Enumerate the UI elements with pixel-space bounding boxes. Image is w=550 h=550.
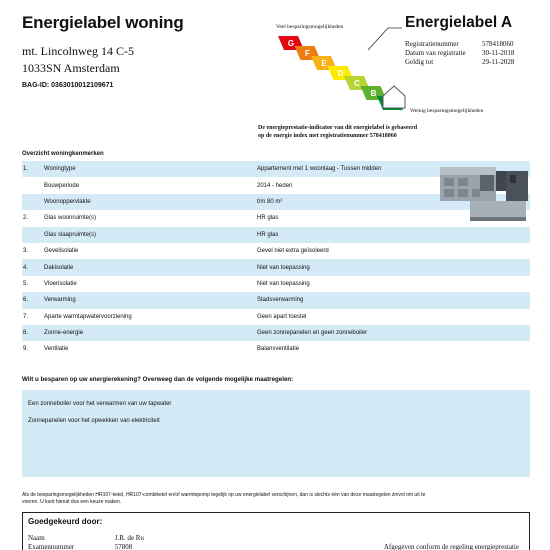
approver-name-label: Naam (28, 534, 45, 542)
row-value: HR glas (257, 215, 279, 222)
row-value: Geen zonnepanelen en geen zonneboiler (257, 330, 368, 337)
registration-label: Geldig tot (405, 58, 434, 66)
row-value: Gevel niet extra geïsoleerd (257, 248, 329, 255)
registration-label: Datum van registratie (405, 49, 466, 57)
measures-box (22, 390, 530, 477)
table-row (22, 227, 530, 243)
table-row (22, 276, 530, 292)
row-number: 7. (23, 313, 29, 320)
row-value: t/m 80 m² (257, 198, 283, 205)
row-value: Niet van toepassing (257, 280, 310, 287)
row-value: Geen apart toestel (257, 313, 307, 320)
table-row (22, 341, 530, 357)
row-number: 2. (23, 215, 29, 222)
row-label: Aparte warmtapwatervoorziening (44, 313, 132, 320)
label-top-caption: Veel besparingsmogelijkheden (276, 24, 344, 30)
registration-table (405, 40, 532, 67)
row-label: Gevelisolatie (44, 248, 79, 255)
energy-label-heading: Energielabel A (405, 14, 513, 31)
table-row (22, 243, 530, 259)
page-title: Energielabel woning (22, 13, 184, 32)
row-label: Woningtype (44, 166, 76, 173)
row-label: Dakisolatie (44, 264, 74, 271)
row-label: Glas slaapruimte(s) (44, 231, 97, 238)
approved-section (22, 512, 530, 550)
label-class-letter: C (354, 79, 360, 88)
row-value: Appartement met 1 woonlaag - Tussen midden (257, 166, 382, 173)
registration-value: 29-11-2028 (482, 58, 515, 66)
address-street: mt. Lincolnweg 14 C-5 (22, 44, 134, 58)
table-row (22, 325, 530, 341)
row-label: Vloerisolatie (44, 280, 77, 287)
row-number: 6. (23, 297, 29, 304)
label-class-letter: B (370, 89, 377, 98)
energy-index-note-line: De energieprestatie-indicator van dit energielabel is gebaseerd (258, 125, 418, 131)
row-number: 4. (23, 264, 29, 271)
row-value: Stadsverwarming (257, 297, 304, 304)
exam-number-value: 57808 (114, 543, 133, 550)
label-bottom-caption: Weinig besparingsmogelijkheden (410, 108, 484, 114)
registration-row (405, 40, 532, 49)
row-value: 2014 - heden (257, 182, 293, 189)
registration-label: Registratienummer (405, 40, 459, 48)
row-number: 1. (23, 166, 29, 173)
row-number: 3. (23, 248, 29, 255)
current-class-house-icon (383, 86, 405, 108)
label-class-letter: E (321, 59, 327, 68)
approver-name-row (28, 534, 144, 542)
energy-index-note (258, 124, 478, 140)
approved-title: Goedgekeurd door: (28, 517, 103, 526)
house-icon (440, 167, 528, 225)
label-class-letter: G (287, 39, 295, 48)
address-city: 1033SN Amsterdam (22, 61, 120, 75)
registration-row (405, 58, 532, 67)
registration-value: 30-11-2018 (482, 49, 515, 57)
row-number: 5. (23, 280, 29, 287)
row-value: HR glas (257, 231, 279, 238)
row-number: 8. (23, 330, 29, 337)
approver-name-value: J.R. de Ru (114, 534, 144, 542)
savings-question: Wilt u besparen op uw energierekening? Overweeg dan de volgende mogelijke maatregelen: (22, 376, 294, 383)
row-label: Verwarming (44, 297, 76, 304)
characteristics-title: Overzicht woningkenmerken (22, 151, 104, 157)
bag-id: BAG-ID: 0363010012109671 (22, 82, 114, 89)
row-label: Glas woonruimte(s) (44, 215, 97, 222)
issued-statement: Afgegeven conform de regeling energieprestatie (383, 543, 519, 550)
row-value: Balansventilatie (257, 346, 300, 353)
row-label: Ventilatie (44, 346, 69, 353)
table-row (22, 292, 530, 308)
footnote-line: voeren. U kunt hieruit dus een keuze maken. (22, 499, 122, 505)
energy-label-graphic (270, 20, 515, 120)
row-number: 9. (23, 346, 29, 353)
footnote (22, 492, 530, 506)
measure-item: Zonnepanelen voor het opwekken van elektriciteit (28, 418, 160, 424)
table-row (22, 309, 530, 325)
footnote-line: Als de besparingsmogelijkheden HR107-ketel, HR107-combiketel en/of warmtepomp tegelijk op uw energielabel verschijnen, dan is slechts één van deze maatregelen zinvol om uit te (22, 492, 426, 498)
row-label: Bouwperiode (44, 182, 80, 189)
energy-index-note-line: op de energie index met registratienummer 578418060 (258, 133, 397, 139)
table-row (22, 259, 530, 275)
registration-row (405, 49, 532, 58)
row-label: Zonne-energie (44, 330, 84, 337)
row-value: Niet van toepassing (257, 264, 310, 271)
label-class-letter: F (305, 49, 310, 58)
exam-number-row (28, 543, 132, 550)
registration-value: 578418060 (482, 40, 514, 48)
label-leader-line (368, 28, 402, 50)
row-label: Woonoppervlakte (44, 198, 91, 205)
measure-item: Een zonneboiler voor het verwarmen van uw tapwater (28, 401, 172, 407)
label-class-letter: D (337, 69, 344, 78)
exam-number-label: Examennummer (28, 543, 75, 550)
